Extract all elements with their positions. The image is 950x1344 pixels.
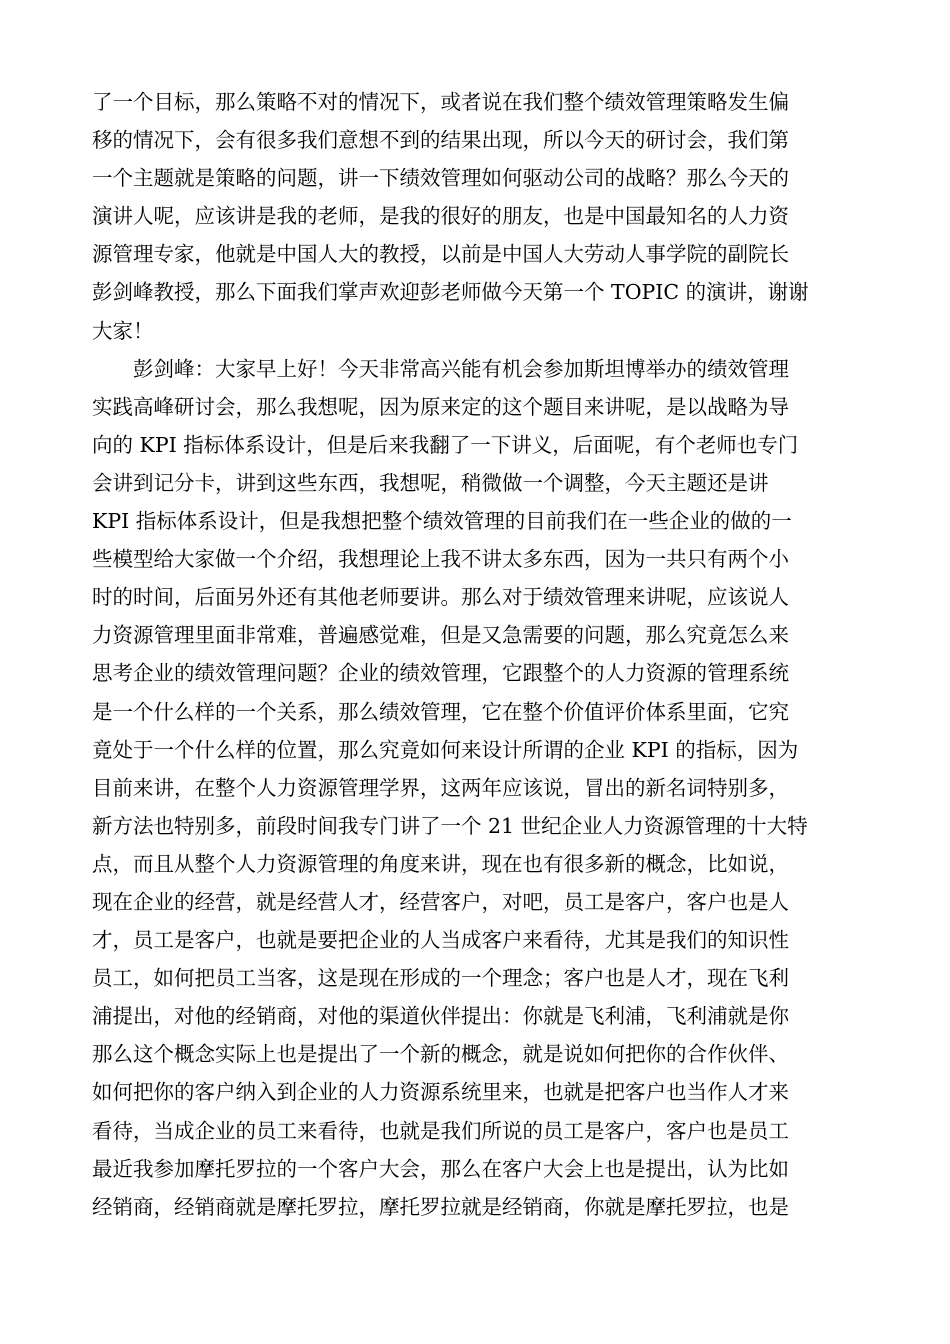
text-line: 浦提出，对他的经销商，对他的渠道伙伴提出：你就是飞利浦，飞利浦就是你 bbox=[92, 1004, 789, 1029]
text-line: 大家！ bbox=[92, 318, 154, 343]
text-line: 看待，当成企业的员工来看待，也就是我们所说的员工是客户，客户也是员工 bbox=[92, 1118, 789, 1143]
text-line: 经销商，经销商就是摩托罗拉，摩托罗拉就是经销商，你就是摩托罗拉，也是 bbox=[92, 1194, 789, 1219]
text-line: 员工，如何把员工当客，这是现在形成的一个理念；客户也是人才，现在飞利 bbox=[92, 966, 789, 991]
text-line: 移的情况下，会有很多我们意想不到的结果出现，所以今天的研讨会，我们第 bbox=[92, 128, 789, 153]
text-line: 目前来讲，在整个人力资源管理学界，这两年应该说，冒出的新名词特别多， bbox=[92, 775, 789, 800]
text-line: 向的 KPI 指标体系设计，但是后来我翻了一下讲义，后面呢，有个老师也专门 bbox=[92, 432, 799, 457]
text-line: 是一个什么样的一个关系，那么绩效管理，它在整个价值评价体系里面，它究 bbox=[92, 699, 789, 724]
text-line: 那么这个概念实际上也是提出了一个新的概念，就是说如何把你的合作伙伴、 bbox=[92, 1042, 789, 1067]
text-line: 了一个目标，那么策略不对的情况下，或者说在我们整个绩效管理策略发生偏 bbox=[92, 90, 789, 114]
document-body-text bbox=[92, 83, 862, 1226]
text-line: 新方法也特别多，前段时间我专门讲了一个 21 世纪企业人力资源管理的十大特 bbox=[92, 813, 808, 838]
text-line: 源管理专家，他就是中国人大的教授，以前是中国人大劳动人事学院的副院长 bbox=[92, 242, 789, 267]
text-line: 竟处于一个什么样的位置，那么究竟如何来设计所谓的企业 KPI 的指标，因为 bbox=[92, 737, 799, 762]
text-line: 彭剑峰教授，那么下面我们掌声欢迎彭老师做今天第一个 TOPIC 的演讲，谢谢 bbox=[92, 280, 809, 305]
text-line: 些模型给大家做一个介绍，我想理论上我不讲太多东西，因为一共只有两个小 bbox=[92, 547, 789, 572]
text-line: 实践高峰研讨会，那么我想呢，因为原来定的这个题目来讲呢，是以战略为导 bbox=[92, 394, 789, 419]
text-line: 现在企业的经营，就是经营人才，经营客户，对吧，员工是客户，客户也是人 bbox=[92, 889, 789, 914]
text-line: 一个主题就是策略的问题，讲一下绩效管理如何驱动公司的战略？那么今天的 bbox=[92, 166, 789, 191]
text-line: 时的时间，后面另外还有其他老师要讲。那么对于绩效管理来讲呢，应该说人 bbox=[92, 585, 789, 610]
text-line: 才，员工是客户，也就是要把企业的人当成客户来看待，尤其是我们的知识性 bbox=[92, 928, 789, 953]
text-line: 思考企业的绩效管理问题？企业的绩效管理，它跟整个的人力资源的管理系统 bbox=[92, 661, 789, 686]
text-line: 最近我参加摩托罗拉的一个客户大会，那么在客户大会上也是提出，认为比如 bbox=[92, 1156, 789, 1181]
text-line: 如何把你的客户纳入到企业的人力资源系统里来，也就是把客户也当作人才来 bbox=[92, 1080, 789, 1105]
text-line: 演讲人呢，应该讲是我的老师，是我的很好的朋友，也是中国最知名的人力资 bbox=[92, 204, 789, 229]
text-line: 力资源管理里面非常难，普遍感觉难，但是又急需要的问题，那么究竟怎么来 bbox=[92, 623, 789, 648]
text-line: KPI 指标体系设计，但是我想把整个绩效管理的目前我们在一些企业的做的一 bbox=[92, 509, 792, 534]
paragraph-first-line: 彭剑峰：大家早上好！今天非常高兴能有机会参加斯坦博举办的绩效管理 bbox=[133, 356, 789, 381]
text-line: 点，而且从整个人力资源管理的角度来讲，现在也有很多新的概念，比如说， bbox=[92, 851, 789, 876]
text-line: 会讲到记分卡，讲到这些东西，我想呢，稍微做一个调整，今天主题还是讲 bbox=[92, 470, 769, 495]
